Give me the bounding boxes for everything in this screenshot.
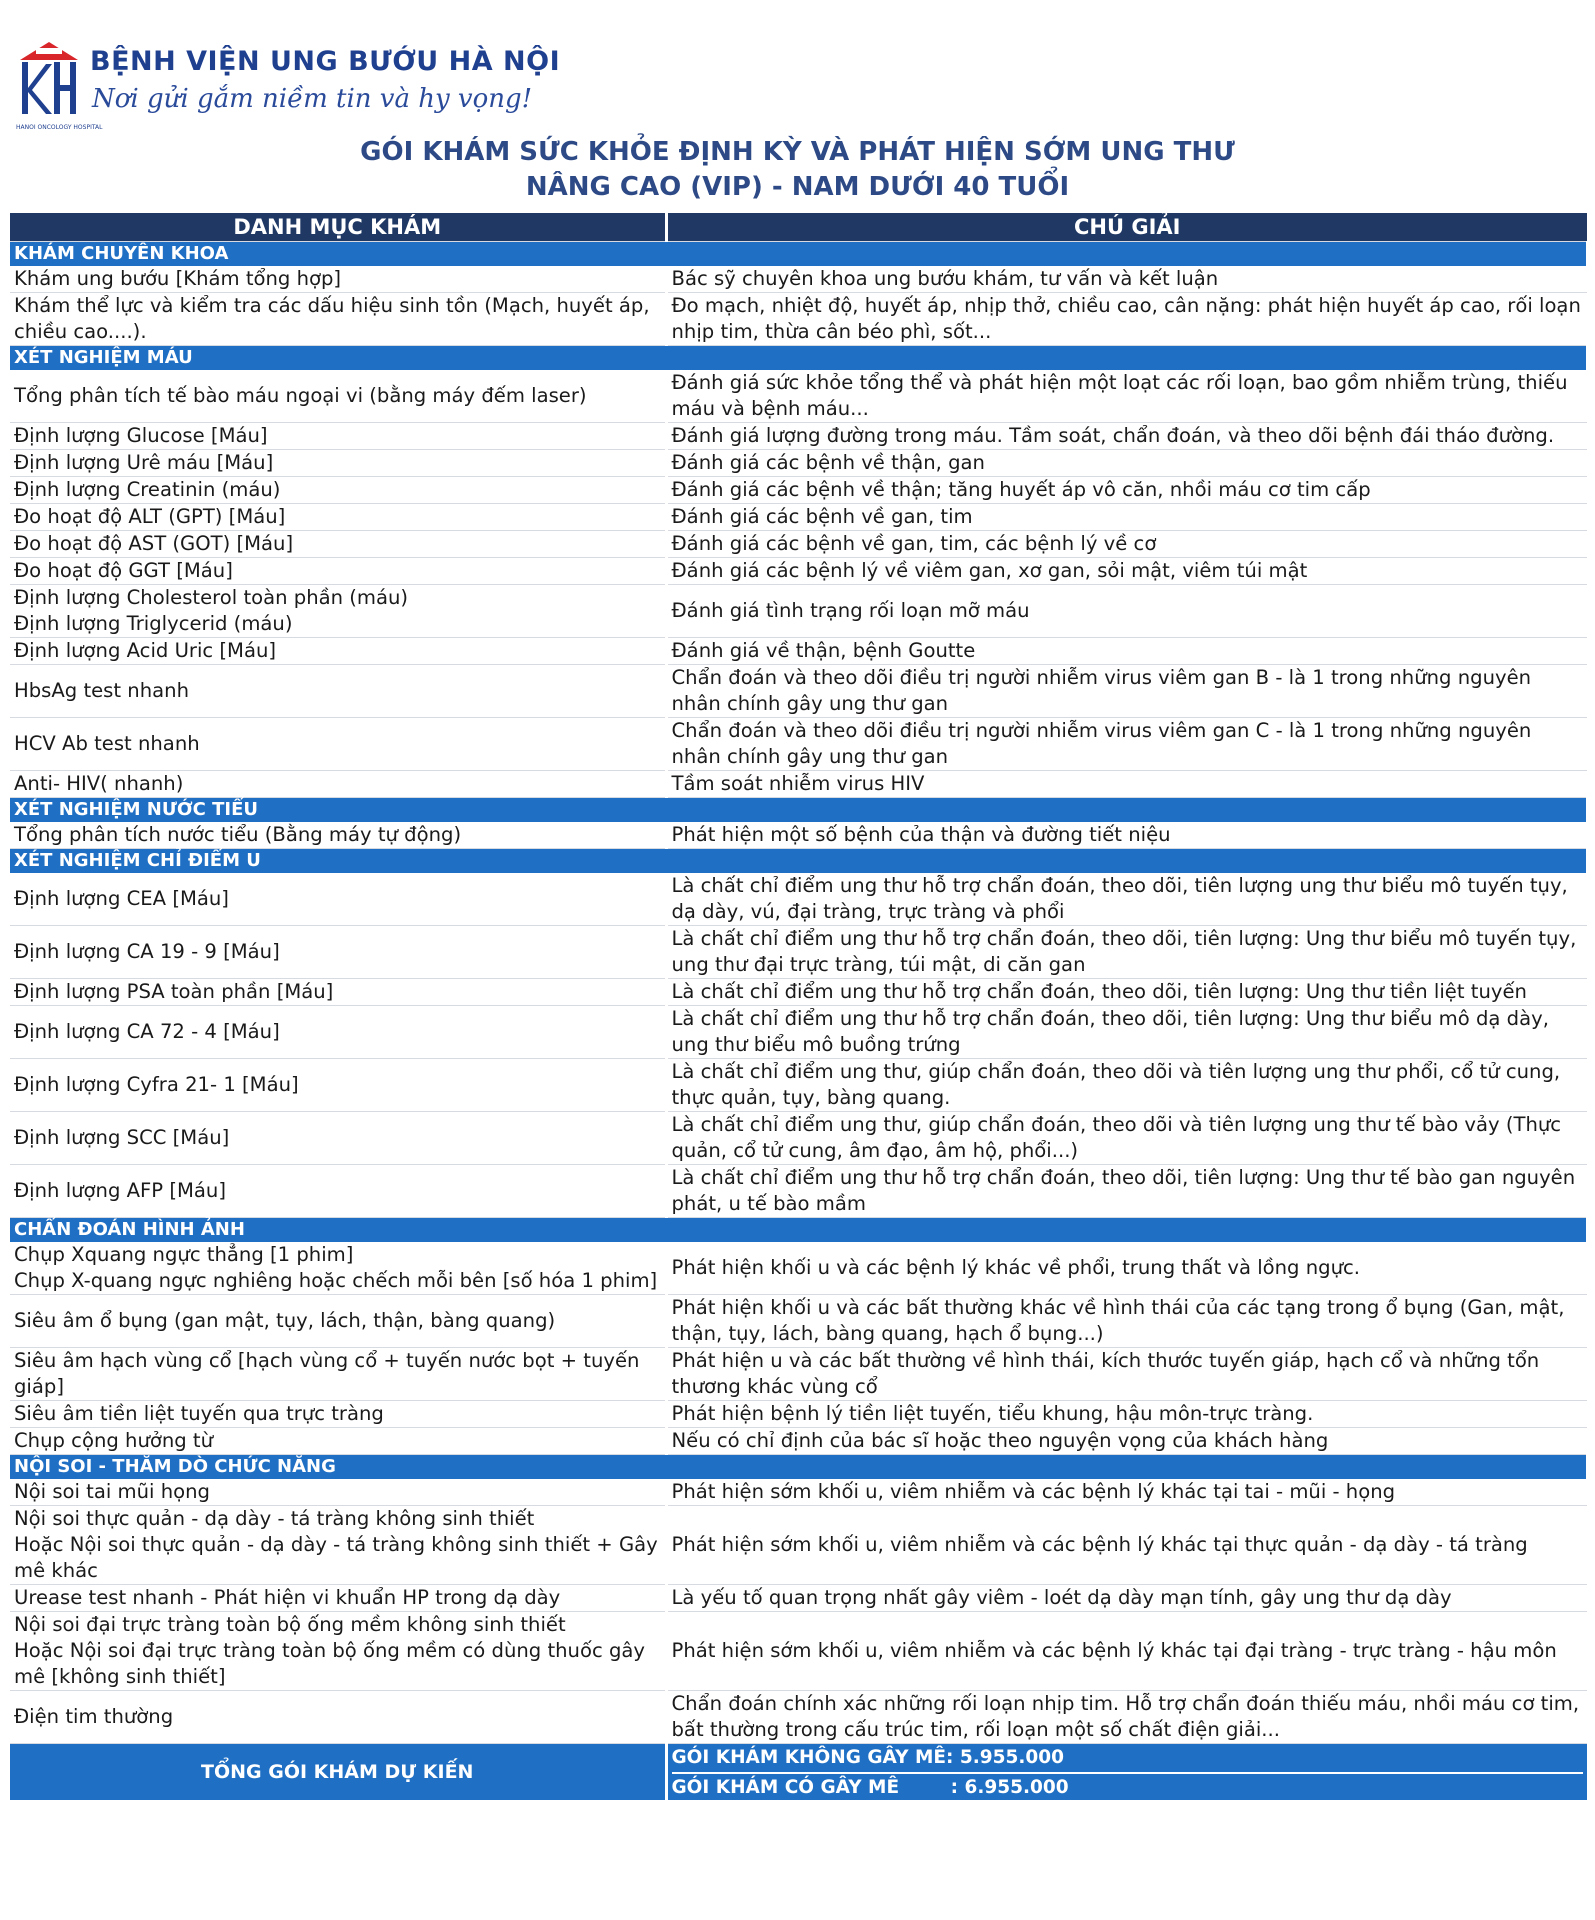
exam-note: Là chất chỉ điểm ung thư, giúp chẩn đoán, theo dõi và tiên lượng ung thư phổi, cổ tử cung, thực quản, tụy, bàng quang.: [666, 1058, 1587, 1111]
exam-note: Phát hiện sớm khối u, viêm nhiễm và các bệnh lý khác tại tai - mũi - họng: [666, 1479, 1587, 1506]
exam-item: Siêu âm hạch vùng cổ [hạch vùng cổ + tuyến nước bọt + tuyến giáp]: [14, 1348, 640, 1398]
exam-item-cell: [10, 1505, 666, 1584]
exam-item-cell: [10, 925, 666, 978]
exam-item-cell: [10, 530, 666, 557]
exam-item: Đo hoạt độ ALT (GPT) [Máu]: [14, 504, 286, 528]
exam-note: Chẩn đoán chính xác những rối loạn nhịp tim. Hỗ trợ chẩn đoán thiếu máu, nhồi máu cơ tim, bất thường trong cấu trúc tim, rối loạn một số chất điện giải...: [666, 1690, 1587, 1743]
exam-item: Anti- HIV( nhanh): [14, 771, 184, 795]
exam-item: Định lượng CA 72 - 4 [Máu]: [14, 1019, 280, 1043]
exam-note: Đánh giá các bệnh về thận, gan: [666, 449, 1587, 476]
exam-item: Định lượng Urê máu [Máu]: [14, 450, 274, 474]
table-row: [10, 1400, 1587, 1427]
exam-item: Nội soi thực quản - dạ dày - tá tràng không sinh thiết: [14, 1506, 535, 1530]
exam-note: Là chất chỉ điểm ung thư hỗ trợ chẩn đoán, theo dõi, tiên lượng ung thư biểu mô tuyến tụy, dạ dày, vú, đại tràng, trực tràng và phổi: [666, 873, 1587, 926]
section-header-row: [10, 1217, 1587, 1242]
exam-item: Chụp X-quang ngực nghiêng hoặc chếch mỗi bên [số hóa 1 phim]: [14, 1268, 658, 1292]
exam-item-cell: [10, 1294, 666, 1347]
table-row: [10, 1294, 1587, 1347]
exam-item-cell: [10, 557, 666, 584]
exam-item: Khám thể lực và kiểm tra các dấu hiệu sinh tồn (Mạch, huyết áp, chiều cao....).: [14, 293, 650, 343]
exam-item-cell: [10, 1690, 666, 1743]
table-body: [10, 241, 1587, 1743]
table-row: [10, 822, 1587, 849]
table-row: [10, 1164, 1587, 1217]
exam-note: Phát hiện khối u và các bệnh lý khác về phổi, trung thất và lồng ngực.: [666, 1242, 1587, 1295]
exam-item: Định lượng SCC [Máu]: [14, 1125, 230, 1149]
table-row: [10, 1242, 1587, 1295]
logo-small-text: HANOI ONCOLOGY HOSPITAL: [16, 124, 103, 131]
exam-item-cell: [10, 1058, 666, 1111]
exam-item: Siêu âm ổ bụng (gan mật, tụy, lách, thận, bàng quang): [14, 1308, 556, 1332]
exam-note: Là yếu tố quan trọng nhất gây viêm - loét dạ dày mạn tính, gây ung thư dạ dày: [666, 1584, 1587, 1611]
exam-item: Tổng phân tích tế bào máu ngoại vi (bằng máy đếm laser): [14, 383, 587, 407]
section-header-row: [10, 241, 1587, 266]
exam-item-cell: [10, 1347, 666, 1400]
table-row: [10, 476, 1587, 503]
table-row: [10, 449, 1587, 476]
table-row: [10, 664, 1587, 717]
section-header-row: [10, 345, 1587, 370]
exam-item: Định lượng Cholesterol toàn phần (máu): [14, 585, 409, 609]
exam-note: Phát hiện một số bệnh của thận và đường tiết niệu: [666, 822, 1587, 849]
section-title: CHẨN ĐOÁN HÌNH ẢNH: [10, 1217, 1587, 1242]
exam-note: Là chất chỉ điểm ung thư hỗ trợ chẩn đoán, theo dõi, tiên lượng: Ung thư tế bào gan nguyên phát, u tế bào mầm: [666, 1164, 1587, 1217]
exam-item: Hoặc Nội soi thực quản - dạ dày - tá tràng không sinh thiết + Gây mê khác: [14, 1532, 658, 1582]
exam-note: Chẩn đoán và theo dõi điều trị người nhiễm virus viêm gan B - là 1 trong những nguyên nhân chính gây ung thư gan: [666, 664, 1587, 717]
exam-note: Đánh giá tình trạng rối loạn mỡ máu: [666, 584, 1587, 637]
exam-note: Là chất chỉ điểm ung thư hỗ trợ chẩn đoán, theo dõi, tiên lượng: Ung thư tiền liệt tuyến: [666, 978, 1587, 1005]
exam-item: Định lượng PSA toàn phần [Máu]: [14, 979, 334, 1003]
table-row: [10, 770, 1587, 797]
exam-note: Bác sỹ chuyên khoa ung bướu khám, tư vấn và kết luận: [666, 266, 1587, 293]
section-title: NỘI SOI - THĂM DÒ CHỨC NĂNG: [10, 1454, 1587, 1479]
exam-item-cell: [10, 584, 666, 637]
exam-item-cell: [10, 1400, 666, 1427]
section-header-row: [10, 848, 1587, 873]
column-header-exam-items: DANH MỤC KHÁM: [10, 213, 666, 241]
table-row: [10, 1427, 1587, 1454]
exam-note: Tầm soát nhiễm virus HIV: [666, 770, 1587, 797]
exam-item: Tổng phân tích nước tiểu (Bằng máy tự động): [14, 822, 462, 846]
exam-note: Phát hiện sớm khối u, viêm nhiễm và các bệnh lý khác tại thực quản - dạ dày - tá tràng: [666, 1505, 1587, 1584]
exam-note: Đánh giá về thận, bệnh Goutte: [666, 637, 1587, 664]
table-row: [10, 637, 1587, 664]
exam-item: Chụp cộng hưởng từ: [14, 1428, 214, 1452]
exam-item-cell: [10, 1479, 666, 1506]
exam-note: Đánh giá lượng đường trong máu. Tầm soát, chẩn đoán, và theo dõi bệnh đái tháo đường.: [666, 422, 1587, 449]
exam-note: Là chất chỉ điểm ung thư, giúp chẩn đoán, theo dõi và tiên lượng ung thư tế bào vảy (Thực quản, cổ tử cung, âm đạo, âm hộ, phổi...): [666, 1111, 1587, 1164]
exam-item-cell: [10, 770, 666, 797]
exam-note: Đánh giá các bệnh lý về viêm gan, xơ gan, sỏi mật, viêm túi mật: [666, 557, 1587, 584]
table-row: [10, 925, 1587, 978]
exam-item-cell: [10, 664, 666, 717]
column-header-notes: CHÚ GIẢI: [666, 213, 1587, 241]
exam-item-cell: [10, 1111, 666, 1164]
exam-item-cell: [10, 1611, 666, 1690]
total-prices: [666, 1743, 1587, 1800]
exam-item-cell: [10, 292, 666, 345]
exam-item: Urease test nhanh - Phát hiện vi khuẩn HP trong dạ dày: [14, 1585, 561, 1609]
exam-note: Chẩn đoán và theo dõi điều trị người nhiễm virus viêm gan C - là 1 trong những nguyên nhân chính gây ung thư gan: [666, 717, 1587, 770]
exam-item: Định lượng CEA [Máu]: [14, 886, 229, 910]
exam-item: Đo hoạt độ AST (GOT) [Máu]: [14, 531, 294, 555]
exam-note: Đánh giá các bệnh về gan, tim: [666, 503, 1587, 530]
exam-item: Định lượng AFP [Máu]: [14, 1178, 226, 1202]
exam-item-cell: [10, 1005, 666, 1058]
exam-item: Định lượng CA 19 - 9 [Máu]: [14, 939, 280, 963]
exam-item: Định lượng Acid Uric [Máu]: [14, 638, 277, 662]
total-label: TỔNG GÓI KHÁM DỰ KIẾN: [10, 1743, 666, 1800]
hospital-name: BỆNH VIỆN UNG BƯỚU HÀ NỘI: [90, 46, 561, 77]
hospital-slogan: Nơi gửi gắm niềm tin và hy vọng!: [92, 84, 533, 114]
hospital-logo: [16, 40, 561, 131]
table-row: [10, 1479, 1587, 1506]
exam-note: Đánh giá sức khỏe tổng thể và phát hiện một loạt các rối loạn, bao gồm nhiễm trùng, thiếu máu và bệnh máu...: [666, 370, 1587, 423]
table-row: [10, 1111, 1587, 1164]
exam-item-cell: [10, 873, 666, 926]
exam-item: Nội soi đại trực tràng toàn bộ ống mềm không sinh thiết: [14, 1612, 566, 1636]
exam-note: Nếu có chỉ định của bác sĩ hoặc theo nguyện vọng của khách hàng: [666, 1427, 1587, 1454]
table-row: [10, 978, 1587, 1005]
exam-item: Siêu âm tiền liệt tuyến qua trực tràng: [14, 1401, 384, 1425]
exam-note: Là chất chỉ điểm ung thư hỗ trợ chẩn đoán, theo dõi, tiên lượng: Ung thư biểu mô tuyến tụy, ung thư đại trực tràng, túi mật, di căn gan: [666, 925, 1587, 978]
exam-item-cell: [10, 449, 666, 476]
exam-note: Là chất chỉ điểm ung thư hỗ trợ chẩn đoán, theo dõi, tiên lượng: Ung thư biểu mô dạ dày, ung thư biểu mô buồng trứng: [666, 1005, 1587, 1058]
table-row: [10, 266, 1587, 293]
table-row: [10, 370, 1587, 423]
table-row: [10, 1347, 1587, 1400]
exam-item-cell: [10, 476, 666, 503]
exam-item-cell: [10, 1584, 666, 1611]
section-header-row: [10, 1454, 1587, 1479]
exam-item: Điện tim thường: [14, 1704, 174, 1728]
table-row: [10, 584, 1587, 637]
exam-item-cell: [10, 503, 666, 530]
table-row: [10, 1690, 1587, 1743]
exam-item: Chụp Xquang ngực thẳng [1 phim]: [14, 1242, 354, 1266]
exam-item: Khám ung bướu [Khám tổng hợp]: [14, 266, 342, 290]
exam-package-table: [10, 213, 1589, 1800]
exam-item-cell: [10, 1427, 666, 1454]
section-title: XÉT NGHIỆM CHỈ ĐIỂM U: [10, 848, 1587, 873]
exam-item-cell: [10, 717, 666, 770]
table-row: [10, 717, 1587, 770]
section-title: XÉT NGHIỆM MÁU: [10, 345, 1587, 370]
exam-item: Nội soi tai mũi họng: [14, 1479, 210, 1503]
price-without-anesthesia: GÓI KHÁM KHÔNG GÂY MÊ: 5.955.000: [671, 1746, 1064, 1768]
exam-item-cell: [10, 266, 666, 293]
table-row: [10, 873, 1587, 926]
table-row: [10, 422, 1587, 449]
exam-item: HCV Ab test nhanh: [14, 731, 200, 755]
table-row: [10, 1505, 1587, 1584]
exam-item: Định lượng Glucose [Máu]: [14, 423, 268, 447]
table-header-row: [10, 213, 1587, 241]
page-title: [0, 135, 1595, 205]
exam-item-cell: [10, 822, 666, 849]
exam-note: Phát hiện khối u và các bất thường khác về hình thái của các tạng trong ổ bụng (Gan, mật, thận, tụy, lách, bàng quang, hạch ổ bụng...): [666, 1294, 1587, 1347]
table-row: [10, 292, 1587, 345]
exam-item-cell: [10, 1242, 666, 1295]
exam-note: Đo mạch, nhiệt độ, huyết áp, nhịp thở, chiều cao, cân nặng: phát hiện huyết áp cao, rối loạn nhịp tim, thừa cân béo phì, sốt...: [666, 292, 1587, 345]
table-row: [10, 1058, 1587, 1111]
exam-item: Định lượng Creatinin (máu): [14, 477, 281, 501]
exam-item: Định lượng Triglycerid (máu): [14, 611, 293, 635]
exam-item: Định lượng Cyfra 21- 1 [Máu]: [14, 1072, 299, 1096]
exam-item: Đo hoạt độ GGT [Máu]: [14, 558, 233, 582]
exam-note: Phát hiện u và các bất thường về hình thái, kích thước tuyến giáp, hạch cổ và những tổn thương khác vùng cổ: [666, 1347, 1587, 1400]
exam-item-cell: [10, 1164, 666, 1217]
exam-item-cell: [10, 422, 666, 449]
hospital-logo-icon: [16, 40, 82, 120]
total-row: [10, 1743, 1587, 1800]
exam-item-cell: [10, 370, 666, 423]
exam-item: Hoặc Nội soi đại trực tràng toàn bộ ống mềm có dùng thuốc gây mê [không sinh thiết]: [14, 1638, 645, 1688]
table-row: [10, 1584, 1587, 1611]
exam-note: Phát hiện sớm khối u, viêm nhiễm và các bệnh lý khác tại đại tràng - trực tràng - hậu môn: [666, 1611, 1587, 1690]
exam-note: Đánh giá các bệnh về gan, tim, các bệnh lý về cơ: [666, 530, 1587, 557]
exam-note: Đánh giá các bệnh về thận; tăng huyết áp vô căn, nhồi máu cơ tim cấp: [666, 476, 1587, 503]
table-row: [10, 530, 1587, 557]
table-row: [10, 503, 1587, 530]
exam-item-cell: [10, 978, 666, 1005]
title-line-2: NÂNG CAO (VIP) - NAM DƯỚI 40 TUỔI: [525, 172, 1070, 202]
section-title: KHÁM CHUYÊN KHOA: [10, 241, 1587, 266]
price-with-anesthesia: GÓI KHÁM CÓ GÂY MÊ : 6.955.000: [672, 1772, 1584, 1800]
logo-letters: KH: [49, 96, 51, 97]
title-line-1: GÓI KHÁM SỨC KHỎE ĐỊNH KỲ VÀ PHÁT HIỆN SỚM UNG THƯ: [360, 137, 1235, 167]
table-row: [10, 1005, 1587, 1058]
table-row: [10, 557, 1587, 584]
section-title: XÉT NGHIỆM NƯỚC TIỂU: [10, 797, 1587, 822]
section-header-row: [10, 797, 1587, 822]
exam-item-cell: [10, 637, 666, 664]
exam-note: Phát hiện bệnh lý tiền liệt tuyến, tiểu khung, hậu môn-trực tràng.: [666, 1400, 1587, 1427]
exam-item: HbsAg test nhanh: [14, 678, 189, 702]
table-row: [10, 1611, 1587, 1690]
